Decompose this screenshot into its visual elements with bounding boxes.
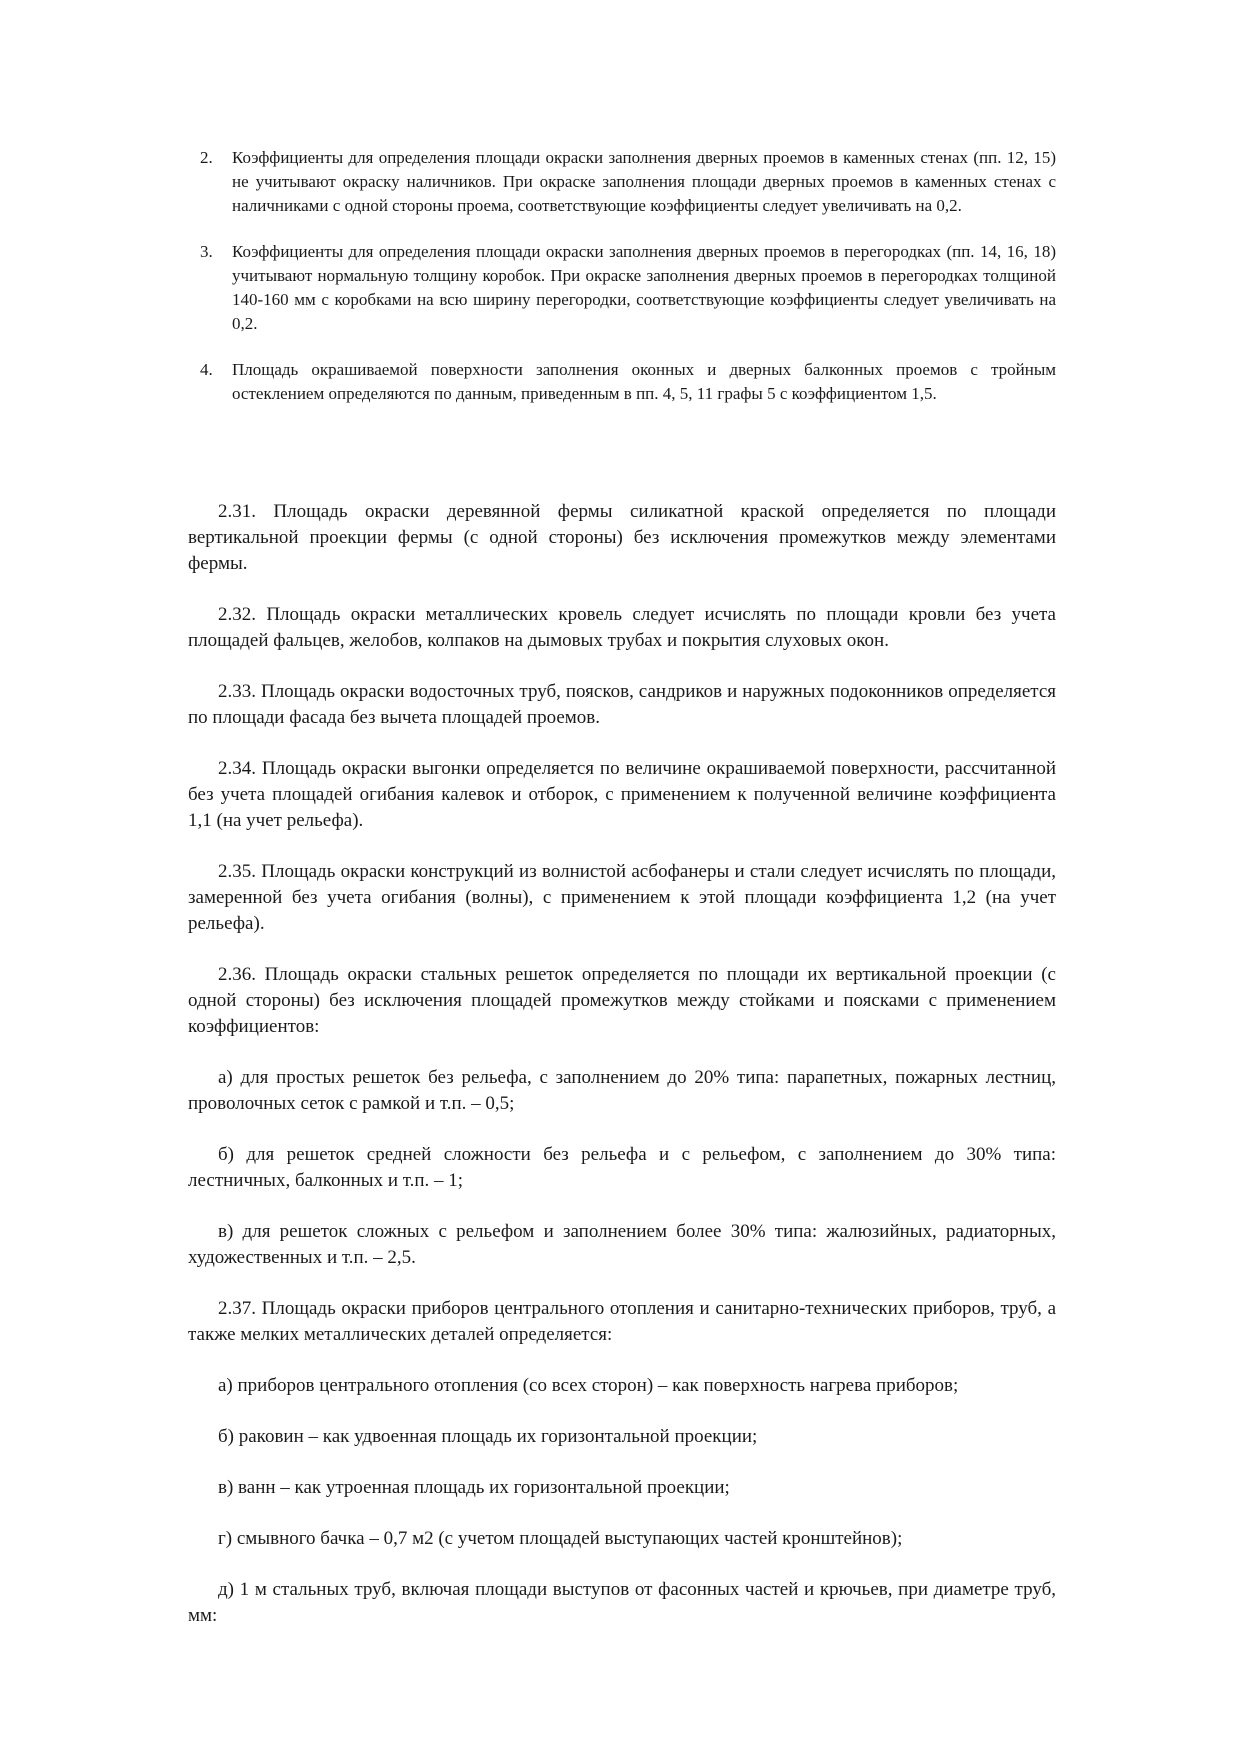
paragraph-2-31: 2.31. Площадь окраски деревянной фермы силикатной краской определяется по площади вертикальной проекции фермы (с одной стороны) без исключения промежутков между элементами фермы. [188,501,1056,574]
note-number: 3. [200,242,213,261]
note-text: Коэффициенты для определения площади окраски заполнения дверных проемов в каменных стенах (пп. 12, 15) не учитывают окраску наличников. При окраске заполнения площади дверных проемов в каменных стенах с наличниками с одной стороны проема, соответствующие коэффициенты следует увеличивать на 0,2. [232,148,1056,215]
paragraph-2-35: 2.35. Площадь окраски конструкций из волнистой асбофанеры и стали следует исчислять по площади, замеренной без учета огибания (волны), с применением к этой площади коэффициента 1,2 (на учет рельефа). [188,861,1056,934]
note-text: Площадь окрашиваемой поверхности заполнения оконных и дверных балконных проемов с тройным остеклением определяются по данным, приведенным в пп. 4, 5, 11 графы 5 с коэффициентом 1,5. [232,360,1056,403]
paragraph-2-32: 2.32. Площадь окраски металлических кровель следует исчислять по площади кровли без учета площадей фальцев, желобов, колпаков на дымовых трубах и покрытия слуховых окон. [188,604,1056,651]
paragraph-2-37-v: в) ванн – как утроенная площадь их горизонтальной проекции; [218,1477,730,1498]
paragraph-2-37-b: б) раковин – как удвоенная площадь их горизонтальной проекции; [218,1426,758,1447]
paragraph-2-37-d: д) 1 м стальных труб, включая площади выступов от фасонных частей и крючьев, при диаметре труб, мм: [188,1579,1056,1626]
note-number: 2. [200,148,213,167]
note-item [200,146,1056,218]
note-item [200,240,1056,336]
paragraph-2-37-g: г) смывного бачка – 0,7 м2 (с учетом площадей выступающих частей кронштейнов); [218,1528,903,1549]
paragraph-2-36-b: б) для решеток средней сложности без рельефа и с рельефом, с заполнением до 30% типа: лестничных, балконных и т.п. – 1; [188,1144,1056,1191]
note-text: Коэффициенты для определения площади окраски заполнения дверных проемов в перегородках (пп. 14, 16, 18) учитывают нормальную толщину коробок. При окраске заполнения дверных проемов в перегородках толщиной 140-160 мм с коробками на всю ширину перегородки, соответствующие коэффициенты следует увеличивать на 0,2. [232,242,1056,333]
paragraph-2-36-a: а) для простых решеток без рельефа, с заполнением до 20% типа: парапетных, пожарных лестниц, проволочных сеток с рамкой и т.п. – 0,5; [188,1067,1056,1114]
note-number: 4. [200,360,213,379]
paragraph-2-37-a: а) приборов центрального отопления (со всех сторон) – как поверхность нагрева приборов; [218,1375,959,1396]
paragraph-2-37: 2.37. Площадь окраски приборов центрального отопления и санитарно-технических приборов, труб, а также мелких металлических деталей определяется: [188,1298,1056,1345]
note-item [200,358,1056,406]
paragraph-2-36: 2.36. Площадь окраски стальных решеток определяется по площади их вертикальной проекции (с одной стороны) без исключения площадей промежутков между стойками и поясками с применением коэффициентов: [188,964,1056,1037]
notes-list [200,146,1056,428]
paragraph-2-34: 2.34. Площадь окраски выгонки определяется по величине окрашиваемой поверхности, рассчитанной без учета площадей огибания калевок и отборок, с применением к полученной величине коэффициента 1,1 (на учет рельефа). [188,758,1056,831]
paragraph-2-33: 2.33. Площадь окраски водосточных труб, поясков, сандриков и наружных подоконников определяется по площади фасада без вычета площадей проемов. [188,681,1056,728]
paragraph-2-36-v: в) для решеток сложных с рельефом и заполнением более 30% типа: жалюзийных, радиаторных, художественных и т.п. – 2,5. [188,1221,1056,1268]
document-body [188,499,1056,1654]
